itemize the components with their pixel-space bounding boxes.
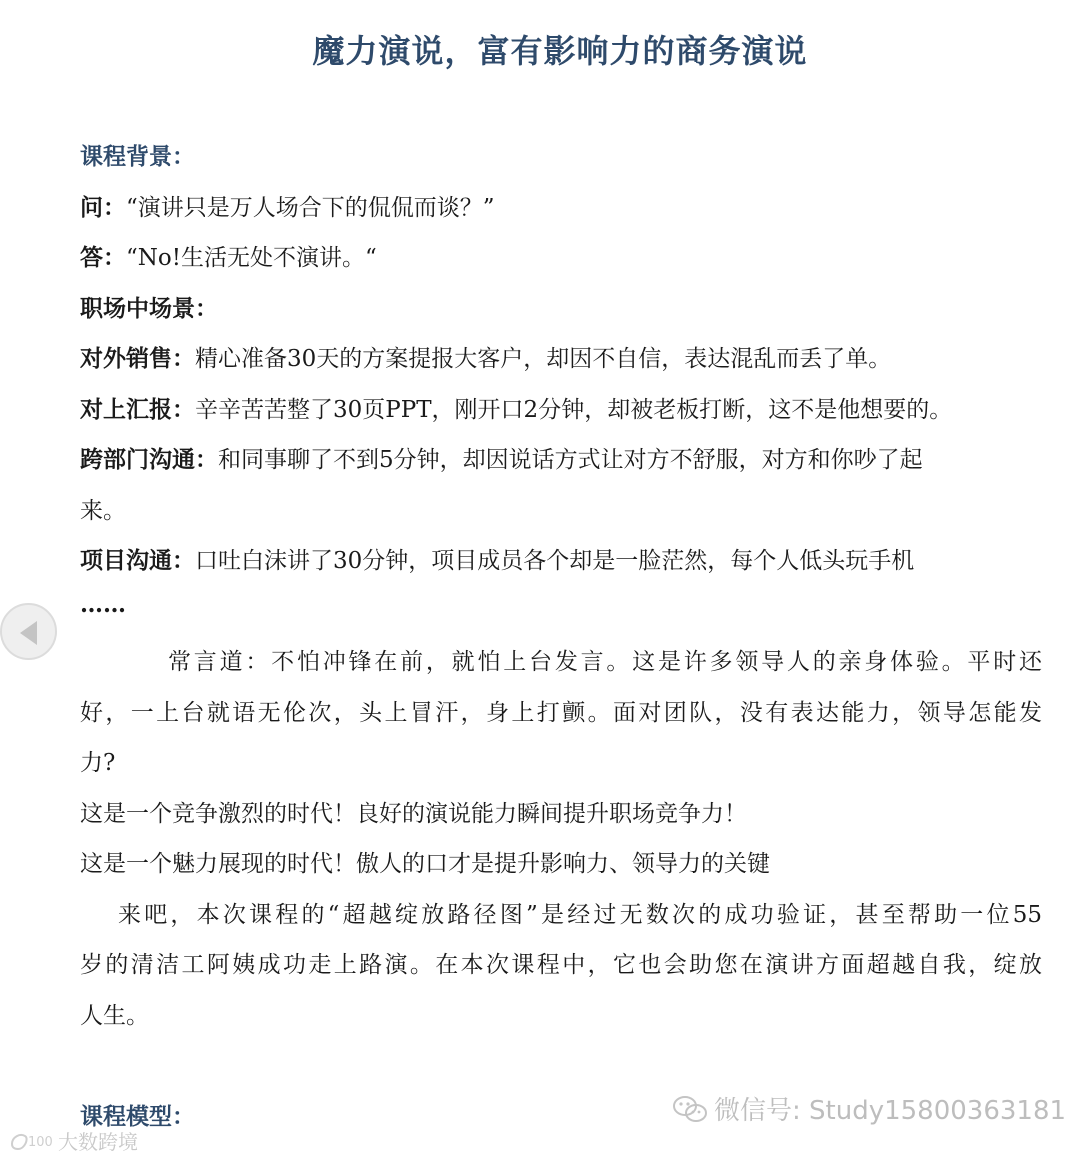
scene-item bbox=[80, 445, 923, 475]
scene-text: 和同事聊了不到5分钟，却因说话方式让对方不舒服，对方和你吵了起 bbox=[218, 447, 923, 473]
paragraph: 这是一个竞争激烈的时代！良好的演说能力瞬间提升职场竞争力！ bbox=[80, 801, 747, 827]
wechat-watermark bbox=[672, 1090, 1066, 1127]
scene-text: 辛辛苦苦整了30页PPT，刚开口2分钟，却被老板打断，这不是他想要的。 bbox=[195, 397, 953, 423]
section-heading-model: 课程模型： bbox=[80, 1103, 195, 1130]
question-label: 问： bbox=[80, 194, 126, 221]
paragraph-line: 来吧，本次课程的“超越绽放路径图”是经过无数次的成功验证，甚至帮助一位55 bbox=[118, 902, 1042, 928]
wechat-watermark-text: 微信号: Study15800363181 bbox=[714, 1096, 1067, 1126]
scenes-heading: 职场中场景： bbox=[80, 295, 218, 322]
page-title: 魔力演说，富有影响力的商务演说 bbox=[312, 32, 808, 70]
section-heading-background: 课程背景： bbox=[80, 143, 195, 170]
scene-text: 精心准备30天的方案提报大客户，却因不自信，表达混乱而丢了单。 bbox=[195, 346, 892, 372]
answer-line bbox=[80, 243, 377, 273]
scene-label: 对外销售： bbox=[80, 345, 195, 372]
scene-text-continuation: 来。 bbox=[80, 498, 126, 524]
scene-label: 跨部门沟通： bbox=[80, 446, 218, 473]
answer-label: 答： bbox=[80, 244, 126, 271]
paragraph-line: 常言道：不怕冲锋在前，就怕上台发言。这是许多领导人的亲身体验。平时还 bbox=[168, 649, 1042, 675]
scene-text: 口吐白沫讲了30分钟，项目成员各个却是一脸茫然，每个人低头玩手机 bbox=[195, 548, 915, 574]
brand-watermark bbox=[8, 1126, 138, 1155]
paragraph-line: 好，一上台就语无伦次，头上冒汗，身上打颤。面对团队，没有表达能力，领导怎能发 bbox=[80, 700, 1042, 726]
ellipsis: …… bbox=[80, 591, 126, 618]
brand-watermark-text: 大数跨境 bbox=[58, 1130, 138, 1154]
paragraph-line: 力? bbox=[80, 750, 116, 776]
scene-item bbox=[80, 344, 891, 374]
question-text: “演讲只是万人场合下的侃侃而谈？” bbox=[126, 195, 495, 221]
scene-label: 项目沟通： bbox=[80, 547, 195, 574]
paragraph-line: 人生。 bbox=[80, 1003, 149, 1029]
scene-item bbox=[80, 546, 914, 576]
previous-page-button[interactable] bbox=[0, 603, 57, 660]
paragraph-line: 岁的清洁工阿姨成功走上路演。在本次课程中，它也会助您在演讲方面超越自我，绽放 bbox=[80, 952, 1042, 978]
scene-item bbox=[80, 395, 952, 425]
weibo-icon bbox=[8, 1128, 54, 1154]
answer-text: “No!生活无处不演讲。“ bbox=[126, 245, 377, 271]
paragraph: 这是一个魅力展现的时代！傲人的口才是提升影响力、领导力的关键 bbox=[80, 851, 770, 877]
wechat-icon bbox=[672, 1094, 708, 1124]
brand-logo-text: 100 bbox=[28, 1134, 53, 1150]
chevron-left-icon bbox=[17, 619, 41, 647]
question-line bbox=[80, 193, 495, 223]
scene-label: 对上汇报： bbox=[80, 396, 195, 423]
